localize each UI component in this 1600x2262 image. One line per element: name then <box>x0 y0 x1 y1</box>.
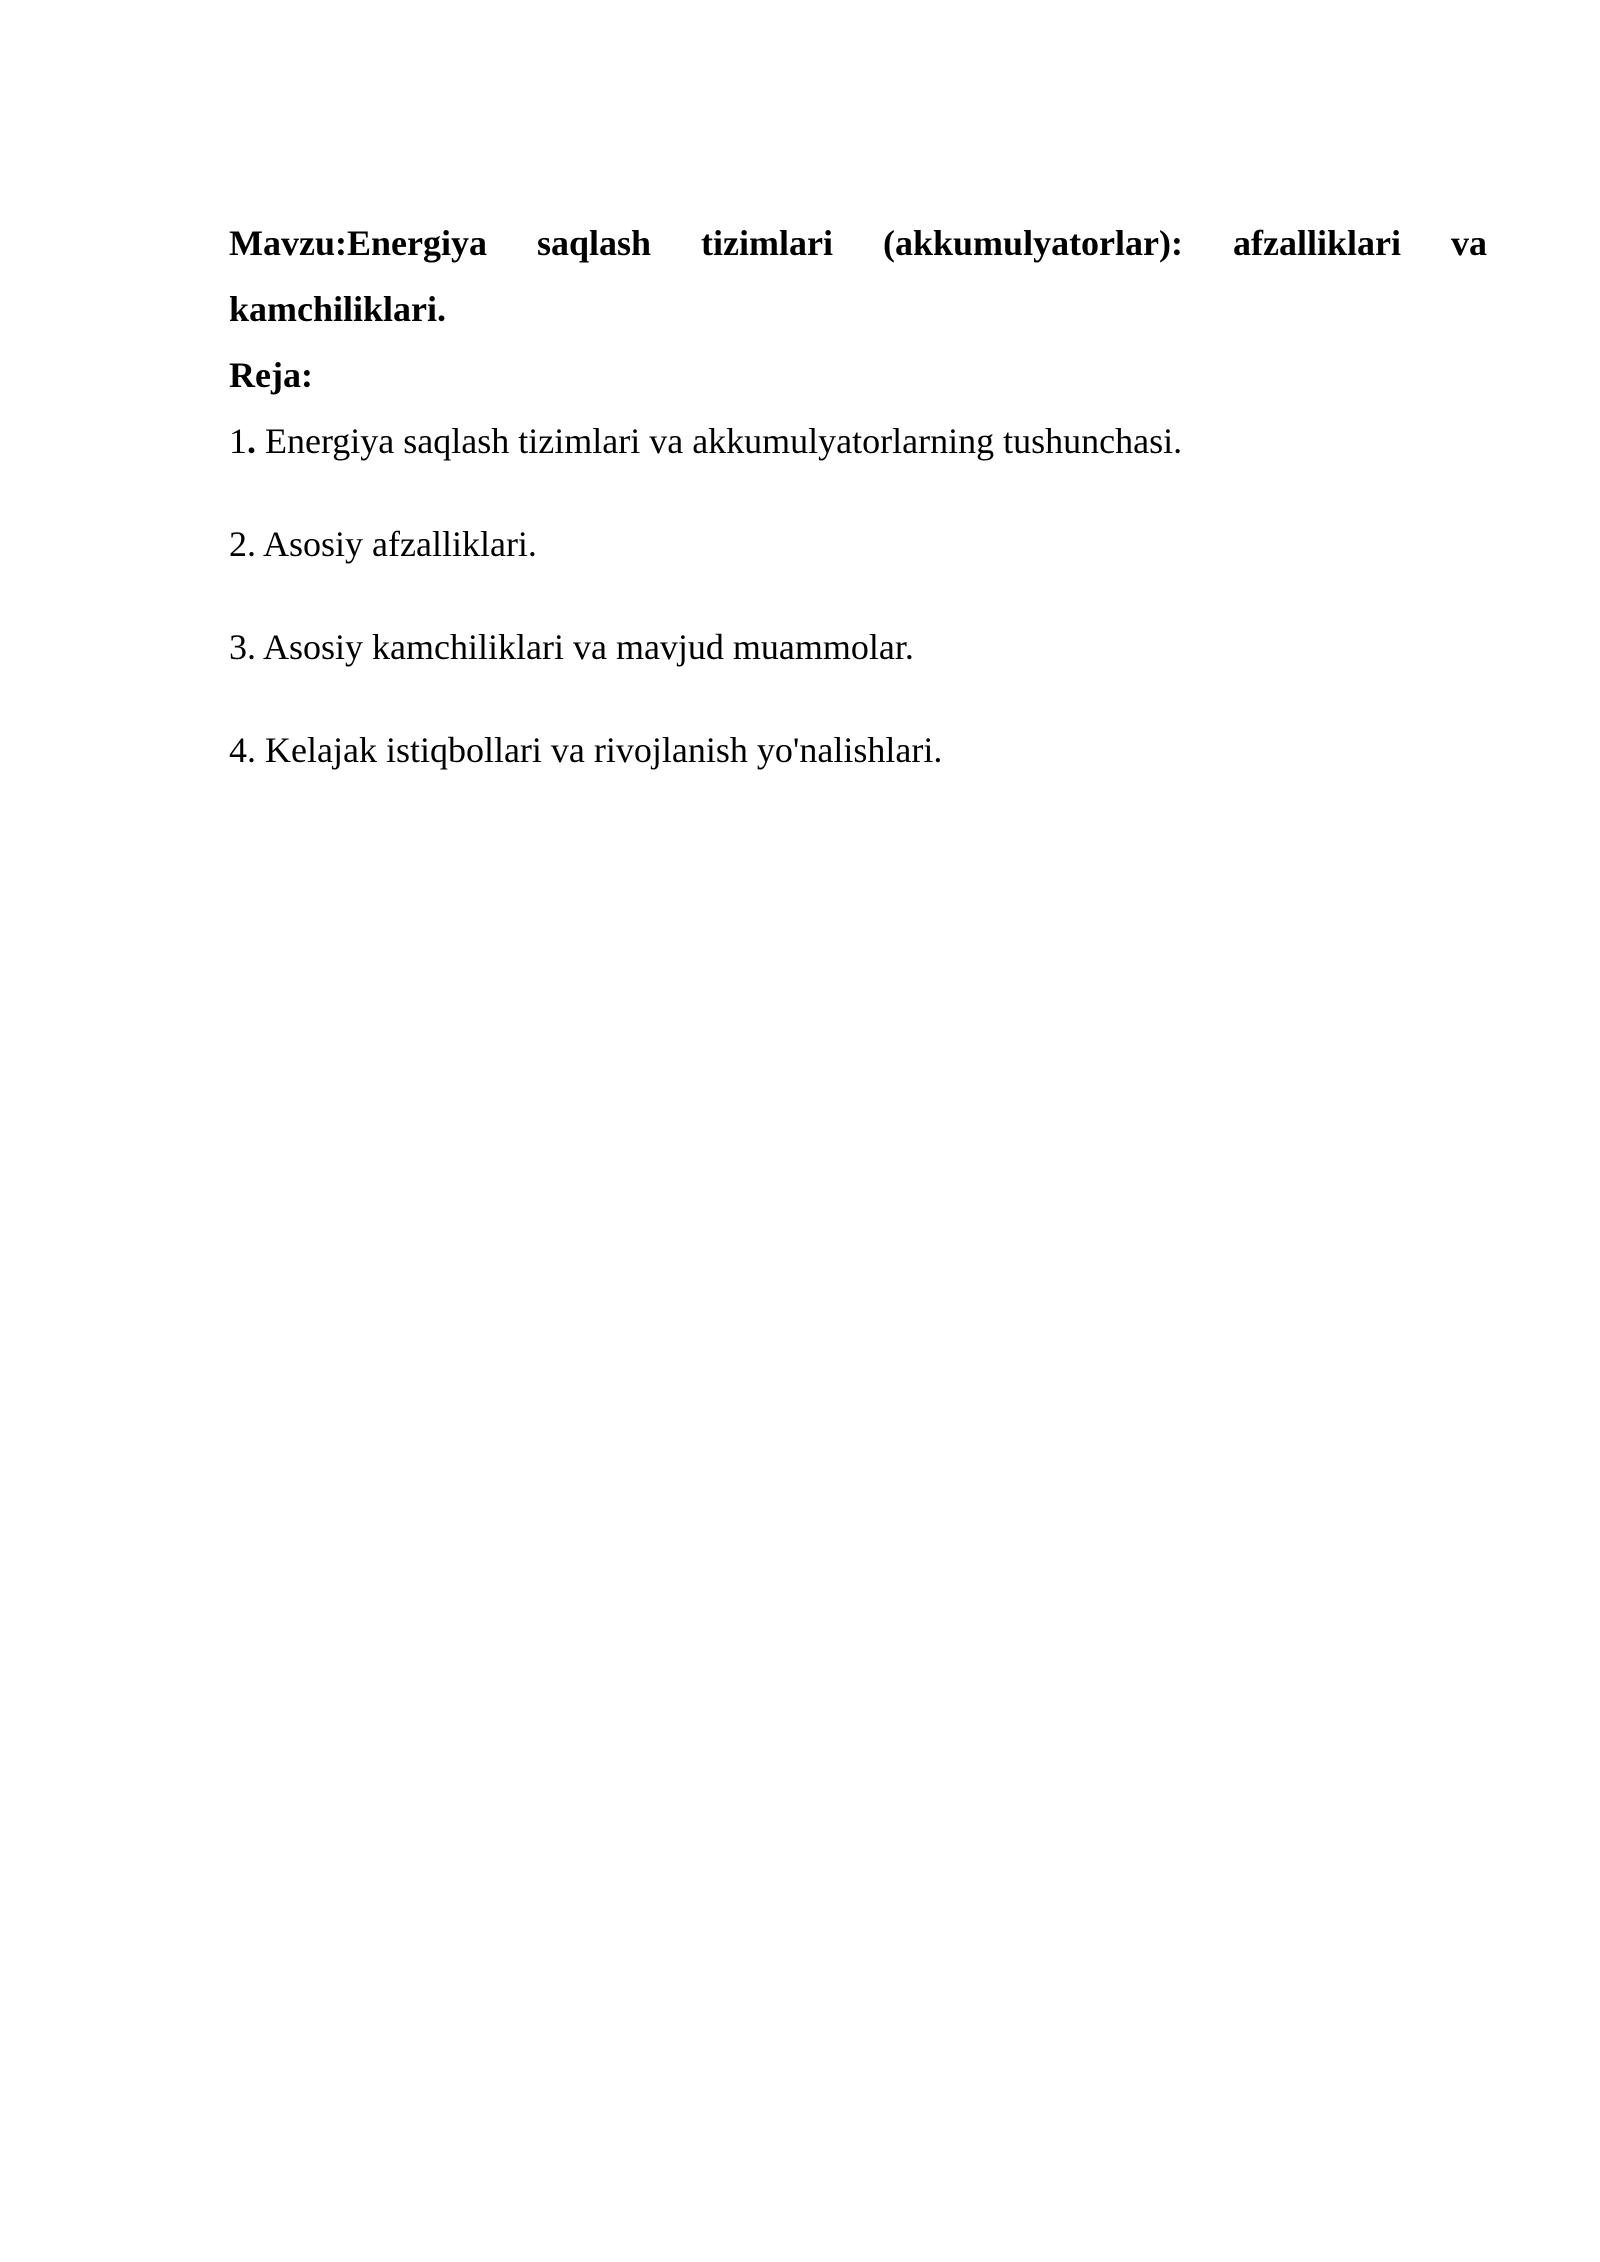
plan-item-separator: . <box>247 627 256 667</box>
plan-item-number: 4 <box>229 730 247 770</box>
plan-item-number: 2 <box>229 524 247 564</box>
plan-item-separator: . <box>247 421 256 461</box>
plan-item-number: 3 <box>229 627 247 667</box>
plan-item-separator: . <box>247 730 256 770</box>
plan-item-text: Asosiy kamchiliklari va mavjud muammolar. <box>256 627 914 667</box>
document-page <box>229 210 1487 820</box>
plan-heading: Reja: <box>229 355 313 395</box>
plan-item-text: Energiya saqlash tizimlari va akkumulyatorlarning tushunchasi. <box>256 421 1183 461</box>
plan-item-number: 1 <box>229 421 247 461</box>
plan-item <box>229 717 1487 783</box>
plan-item <box>229 511 1487 577</box>
plan-item-separator: . <box>247 524 256 564</box>
plan-item <box>229 408 1487 474</box>
document-title: Mavzu:Energiya saqlash tizimlari (akkumulyatorlar): afzalliklari va kamchiliklari. <box>229 223 1487 329</box>
plan-item-text: Kelajak istiqbollari va rivojlanish yo'nalishlari. <box>256 730 943 770</box>
plan-item <box>229 614 1487 680</box>
plan-item-text: Asosiy afzalliklari. <box>256 524 537 564</box>
plan-list <box>229 408 1487 783</box>
